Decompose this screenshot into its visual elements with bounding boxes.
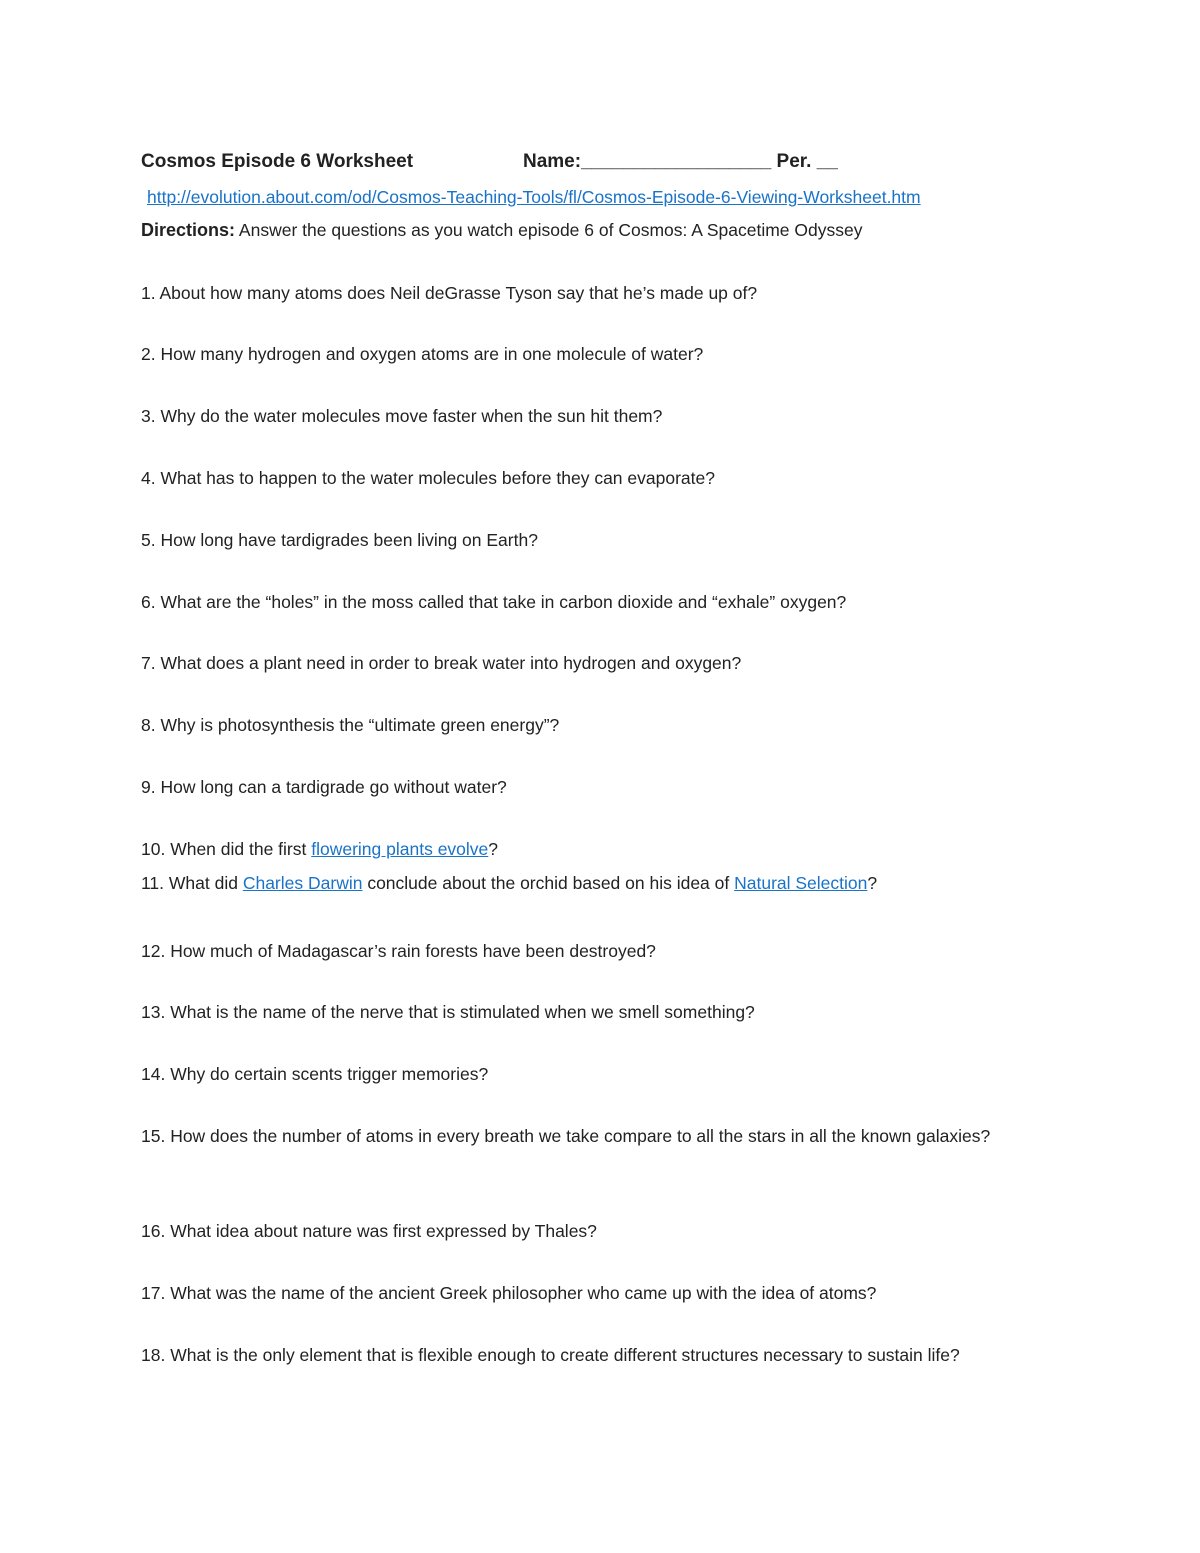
question-8: 8. Why is photosynthesis the “ultimate green energy”? [141,715,560,735]
question-11 [141,866,1061,900]
charles-darwin-link[interactable]: Charles Darwin [242,873,363,893]
source-url-row [147,180,1067,214]
question-10 [141,832,1061,866]
question-2: 2. How many hydrogen and oxygen atoms are in one molecule of water? [141,344,704,364]
natural-selection-link[interactable]: Natural Selection [734,873,868,893]
directions [141,213,1061,247]
question-11-middle: conclude about the orchid based on his idea of [362,873,735,893]
question-15: 15. How does the number of atoms in every breath we take compare to all the stars in all the known galaxies? [141,1126,991,1146]
question-5: 5. How long have tardigrades been living on Earth? [141,530,538,550]
name-period-field: Name:__________________ Per. __ [523,151,838,172]
source-url-link[interactable]: http://evolution.about.com/od/Cosmos-Teaching-Tools/fl/Cosmos-Episode-6-Viewing-Worksheet.htm [147,187,921,207]
question-18: 18. What is the only element that is flexible enough to create different structures necessary to sustain life? [141,1345,960,1365]
question-9: 9. How long can a tardigrade go without water? [141,777,507,797]
question-6: 6. What are the “holes” in the moss called that take in carbon dioxide and “exhale” oxygen? [141,592,847,612]
question-4: 4. What has to happen to the water molecules before they can evaporate? [141,468,715,488]
directions-text: Answer the questions as you watch episode 6 of Cosmos: A Spacetime Odyssey [235,220,863,240]
question-11-text: 11. What did [141,873,243,893]
question-17: 17. What was the name of the ancient Greek philosopher who came up with the idea of atoms? [141,1283,877,1303]
flowering-plants-link[interactable]: flowering plants evolve [311,839,489,859]
question-16: 16. What idea about nature was first expressed by Thales? [141,1221,597,1241]
question-1: 1. About how many atoms does Neil deGrasse Tyson say that he’s made up of? [141,283,758,303]
question-3: 3. Why do the water molecules move faster when the sun hit them? [141,406,663,426]
question-13: 13. What is the name of the nerve that is stimulated when we smell something? [141,1002,755,1022]
question-11-end: ? [867,873,878,893]
question-12: 12. How much of Madagascar’s rain forests have been destroyed? [141,941,656,961]
question-14: 14. Why do certain scents trigger memories? [141,1064,489,1084]
directions-label: Directions: [141,220,236,240]
question-10-end: ? [488,839,499,859]
question-7: 7. What does a plant need in order to break water into hydrogen and oxygen? [141,653,742,673]
header-row [141,145,1061,179]
worksheet-title: Cosmos Episode 6 Worksheet [141,151,414,172]
question-10-text: 10. When did the first [141,839,312,859]
